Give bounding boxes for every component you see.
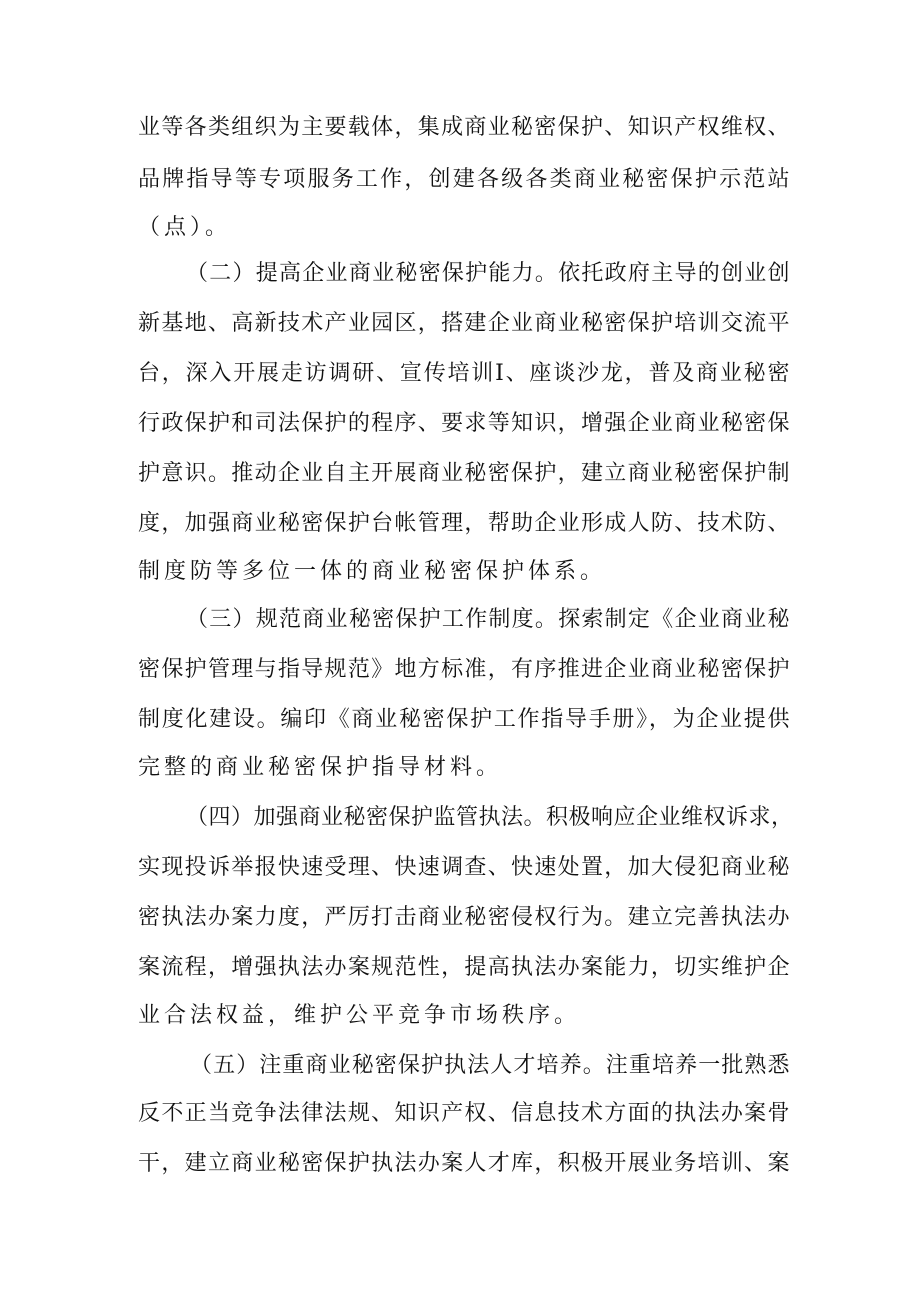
text-line: 护意识。推动企业自主开展商业秘密保护，建立商业秘密保护制	[138, 461, 790, 486]
text-line: 度，加强商业秘密保护台帐管理，帮助企业形成人防、技术防、	[138, 511, 790, 536]
text-line: 制度化建设。编印《商业秘密保护工作指导手册》，为企业提供	[138, 707, 790, 732]
text-line: 完整的商业秘密保护指导材料。	[138, 755, 503, 780]
text-line: （二）提高企业商业秘密保护能力。依托政府主导的创业创	[186, 261, 790, 286]
text-line: （五）注重商业秘密保护执法人才培养。注重培养一批熟悉	[190, 1053, 790, 1078]
text-line: 业等各类组织为主要载体，集成商业秘密保护、知识产权维权、	[138, 115, 790, 140]
text-line: 干，建立商业秘密保护执法办案人才库，积极开展业务培训、案	[138, 1151, 790, 1176]
text-line: 制度防等多位一体的商业秘密保护体系。	[138, 559, 607, 584]
text-line: （三）规范商业秘密保护工作制度。探索制定《企业商业秘	[186, 607, 790, 632]
text-line: 案流程，增强执法办案规范性，提高执法办案能力，切实维护企	[138, 955, 790, 980]
text-line: 业合法权益，维护公平竞争市场秩序。	[138, 1003, 581, 1028]
text-line: 行政保护和司法保护的程序、要求等知识，增强企业商业秘密保	[138, 411, 790, 436]
text-line: 新基地、高新技术产业园区，搭建企业商业秘密保护培训交流平	[138, 311, 790, 336]
text-line: 台，深入开展走访调研、宣传培训Ⅰ、座谈沙龙，普及商业秘密	[138, 361, 790, 386]
text-line: 密执法办案力度，严厉打击商业秘密侵权行为。建立完善执法办	[138, 905, 790, 930]
text-line: 反不正当竞争法律法规、知识产权、信息技术方面的执法办案骨	[138, 1101, 790, 1126]
text-line: 实现投诉举报快速受理、快速调查、快速处置，加大侵犯商业秘	[138, 855, 790, 880]
text-line: 品牌指导等专项服务工作，创建各级各类商业秘密保护示范站	[138, 167, 790, 192]
text-line: （点）。	[138, 215, 232, 240]
text-line: 密保护管理与指导规范》地方标准，有序推进企业商业秘密保护	[138, 657, 790, 682]
text-line: （四）加强商业秘密保护监管执法。积极响应企业维权诉求，	[186, 805, 794, 830]
